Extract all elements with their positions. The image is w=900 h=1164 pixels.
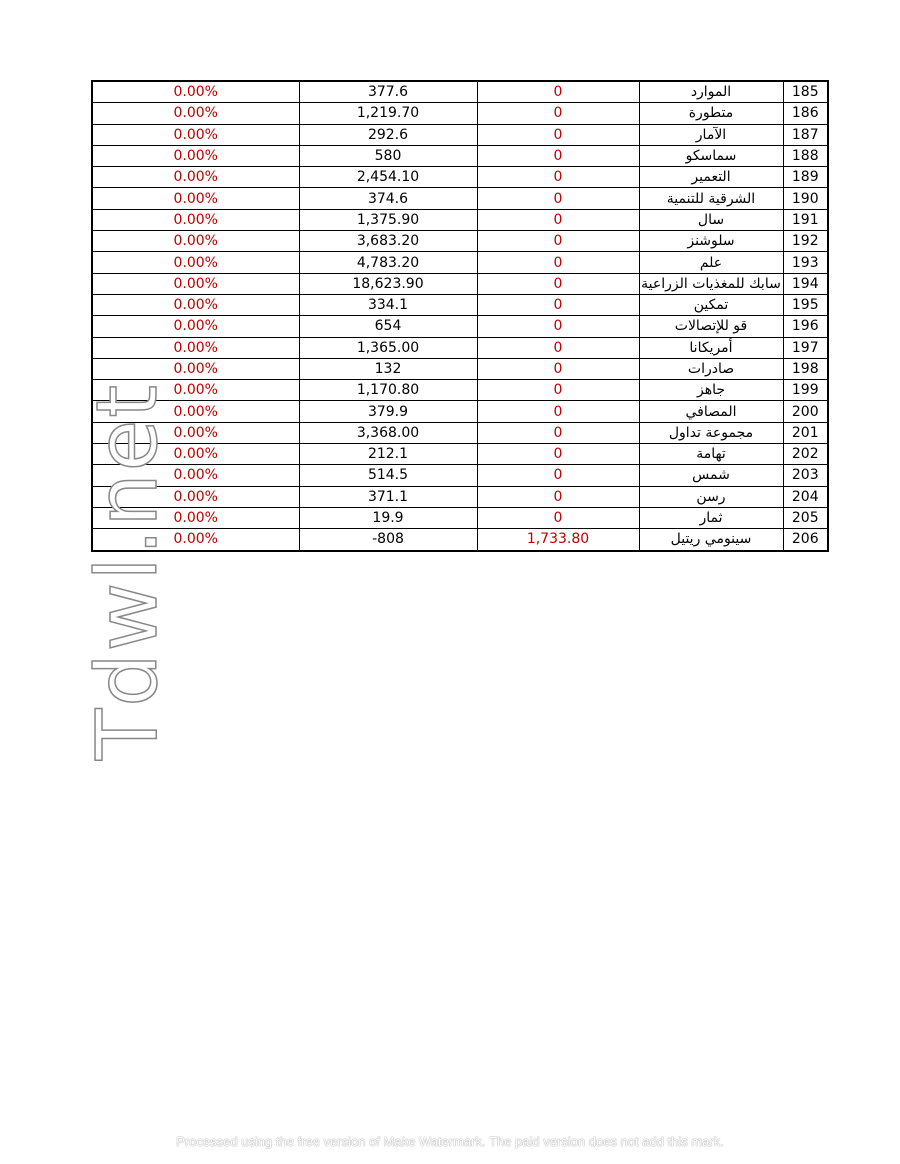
cell-row-number: 186: [783, 103, 828, 124]
cell-company-name: سماسكو: [639, 145, 783, 166]
cell-percent: 0.00%: [92, 252, 299, 273]
table-row: [92, 401, 828, 422]
cell-change: 0: [477, 188, 639, 209]
cell-percent: 0.00%: [92, 167, 299, 188]
cell-company-name: ثمار: [639, 507, 783, 528]
cell-change: 0: [477, 401, 639, 422]
cell-row-number: 191: [783, 209, 828, 230]
cell-percent: 0.00%: [92, 209, 299, 230]
cell-value: 371.1: [299, 486, 477, 507]
cell-change: 1,733.80: [477, 529, 639, 551]
cell-company-name: الآمار: [639, 124, 783, 145]
cell-row-number: 195: [783, 294, 828, 315]
cell-company-name: سال: [639, 209, 783, 230]
cell-row-number: 187: [783, 124, 828, 145]
table-row: [92, 103, 828, 124]
cell-company-name: سينومي ريتيل: [639, 529, 783, 551]
cell-value: 374.6: [299, 188, 477, 209]
cell-change: 0: [477, 422, 639, 443]
table-row: [92, 124, 828, 145]
table-row: [92, 380, 828, 401]
cell-change: 0: [477, 273, 639, 294]
cell-value: 514.5: [299, 465, 477, 486]
cell-change: 0: [477, 103, 639, 124]
table-body: [92, 81, 828, 551]
cell-value: 292.6: [299, 124, 477, 145]
table-row: [92, 507, 828, 528]
cell-percent: 0.00%: [92, 145, 299, 166]
cell-percent: 0.00%: [92, 316, 299, 337]
cell-percent: 0.00%: [92, 358, 299, 379]
cell-change: 0: [477, 124, 639, 145]
cell-value: 334.1: [299, 294, 477, 315]
cell-row-number: 197: [783, 337, 828, 358]
cell-company-name: صادرات: [639, 358, 783, 379]
cell-row-number: 203: [783, 465, 828, 486]
cell-change: 0: [477, 444, 639, 465]
cell-percent: 0.00%: [92, 231, 299, 252]
table-row: [92, 486, 828, 507]
cell-percent: 0.00%: [92, 124, 299, 145]
cell-value: 1,365.00: [299, 337, 477, 358]
cell-percent: 0.00%: [92, 294, 299, 315]
cell-row-number: 200: [783, 401, 828, 422]
cell-row-number: 194: [783, 273, 828, 294]
cell-row-number: 205: [783, 507, 828, 528]
cell-company-name: شمس: [639, 465, 783, 486]
cell-percent: 0.00%: [92, 422, 299, 443]
cell-row-number: 189: [783, 167, 828, 188]
cell-company-name: التعمير: [639, 167, 783, 188]
cell-company-name: سابك للمغذيات الزراعية: [639, 273, 783, 294]
cell-change: 0: [477, 358, 639, 379]
cell-value: 580: [299, 145, 477, 166]
cell-change: 0: [477, 209, 639, 230]
cell-company-name: علم: [639, 252, 783, 273]
cell-change: 0: [477, 380, 639, 401]
cell-company-name: الشرقية للتنمية: [639, 188, 783, 209]
cell-change: 0: [477, 252, 639, 273]
cell-change: 0: [477, 316, 639, 337]
watermark-logo: Tdwl.net: [78, 382, 176, 760]
cell-company-name: رسن: [639, 486, 783, 507]
cell-value: 2,454.10: [299, 167, 477, 188]
cell-company-name: أمريكانا: [639, 337, 783, 358]
cell-percent: 0.00%: [92, 486, 299, 507]
cell-percent: 0.00%: [92, 444, 299, 465]
cell-change: 0: [477, 337, 639, 358]
table-row: [92, 252, 828, 273]
cell-row-number: 188: [783, 145, 828, 166]
cell-change: 0: [477, 81, 639, 103]
table-row: [92, 167, 828, 188]
table-row: [92, 358, 828, 379]
cell-percent: 0.00%: [92, 529, 299, 551]
cell-company-name: متطورة: [639, 103, 783, 124]
cell-percent: 0.00%: [92, 337, 299, 358]
cell-value: 18,623.90: [299, 273, 477, 294]
cell-company-name: تمكين: [639, 294, 783, 315]
cell-value: 19.9: [299, 507, 477, 528]
cell-percent: 0.00%: [92, 465, 299, 486]
cell-row-number: 204: [783, 486, 828, 507]
cell-percent: 0.00%: [92, 103, 299, 124]
table-row: [92, 81, 828, 103]
table-row: [92, 337, 828, 358]
cell-row-number: 196: [783, 316, 828, 337]
cell-change: 0: [477, 145, 639, 166]
cell-row-number: 193: [783, 252, 828, 273]
cell-change: 0: [477, 507, 639, 528]
cell-change: 0: [477, 465, 639, 486]
cell-value: 654: [299, 316, 477, 337]
cell-percent: 0.00%: [92, 188, 299, 209]
cell-value: 377.6: [299, 81, 477, 103]
table-row: [92, 231, 828, 252]
footer-watermark-note: Processed using the free version of Make Watermark. The paid version does not add this mark.: [176, 1134, 724, 1149]
cell-company-name: قو للإتصالات: [639, 316, 783, 337]
cell-value: 1,170.80: [299, 380, 477, 401]
cell-company-name: مجموعة تداول: [639, 422, 783, 443]
cell-percent: 0.00%: [92, 401, 299, 422]
cell-row-number: 192: [783, 231, 828, 252]
cell-change: 0: [477, 294, 639, 315]
cell-row-number: 199: [783, 380, 828, 401]
cell-percent: 0.00%: [92, 81, 299, 103]
cell-row-number: 198: [783, 358, 828, 379]
cell-percent: 0.00%: [92, 273, 299, 294]
cell-company-name: تهامة: [639, 444, 783, 465]
cell-value: 1,219.70: [299, 103, 477, 124]
table-row: [92, 273, 828, 294]
table-row: [92, 145, 828, 166]
cell-percent: 0.00%: [92, 507, 299, 528]
cell-change: 0: [477, 231, 639, 252]
cell-row-number: 185: [783, 81, 828, 103]
cell-row-number: 202: [783, 444, 828, 465]
cell-company-name: سلوشنز: [639, 231, 783, 252]
cell-value: -808: [299, 529, 477, 551]
cell-company-name: المصافي: [639, 401, 783, 422]
cell-change: 0: [477, 167, 639, 188]
table-row: [92, 422, 828, 443]
cell-value: 379.9: [299, 401, 477, 422]
cell-company-name: الموارد: [639, 81, 783, 103]
table-row: [92, 465, 828, 486]
table-row: [92, 188, 828, 209]
cell-value: 3,683.20: [299, 231, 477, 252]
data-table: [91, 80, 829, 552]
table-row: [92, 316, 828, 337]
cell-value: 1,375.90: [299, 209, 477, 230]
cell-value: 4,783.20: [299, 252, 477, 273]
table-row: [92, 294, 828, 315]
table-row: [92, 209, 828, 230]
cell-row-number: 206: [783, 529, 828, 551]
cell-value: 3,368.00: [299, 422, 477, 443]
cell-row-number: 201: [783, 422, 828, 443]
cell-row-number: 190: [783, 188, 828, 209]
table-row: [92, 444, 828, 465]
table-row: [92, 529, 828, 551]
cell-percent: 0.00%: [92, 380, 299, 401]
cell-change: 0: [477, 486, 639, 507]
cell-value: 132: [299, 358, 477, 379]
cell-value: 212.1: [299, 444, 477, 465]
cell-company-name: جاهز: [639, 380, 783, 401]
